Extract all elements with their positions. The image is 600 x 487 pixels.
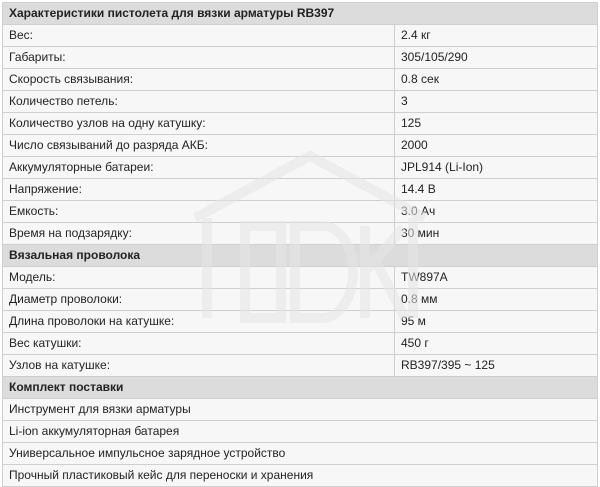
table-row: [3, 465, 598, 487]
spec-value: 2000: [395, 135, 598, 157]
section-title: Вязальная проволока: [3, 245, 598, 267]
spec-label: Габариты:: [3, 47, 395, 69]
section-header-gun: [3, 3, 598, 25]
table-row: [3, 267, 598, 289]
spec-value: TW897A: [395, 267, 598, 289]
spec-label: Вес катушки:: [3, 333, 395, 355]
section-title: Комплект поставки: [3, 377, 598, 399]
spec-value: 450 г: [395, 333, 598, 355]
table-row: [3, 113, 598, 135]
spec-label: Число связываний до разряда АКБ:: [3, 135, 395, 157]
table-row: [3, 135, 598, 157]
table-row: [3, 201, 598, 223]
table-row: [3, 69, 598, 91]
spec-value: 0.8 мм: [395, 289, 598, 311]
kit-item: Универсальное импульсное зарядное устройство: [3, 443, 598, 465]
section-title: Характеристики пистолета для вязки арматуры RB397: [3, 3, 598, 25]
spec-label: Емкость:: [3, 201, 395, 223]
kit-item: Прочный пластиковый кейс для переноски и хранения: [3, 465, 598, 487]
spec-label: Узлов на катушке:: [3, 355, 395, 377]
spec-label: Время на подзарядку:: [3, 223, 395, 245]
kit-item: Инструмент для вязки арматуры: [3, 399, 598, 421]
table-row: [3, 355, 598, 377]
spec-value: 125: [395, 113, 598, 135]
spec-value: 2.4 кг: [395, 25, 598, 47]
spec-table-body: [3, 3, 598, 487]
section-header-kit: [3, 377, 598, 399]
spec-value: RB397/395 ~ 125: [395, 355, 598, 377]
spec-value: JPL914 (Li-Ion): [395, 157, 598, 179]
table-row: [3, 443, 598, 465]
spec-label: Вес:: [3, 25, 395, 47]
spec-label: Количество узлов на одну катушку:: [3, 113, 395, 135]
spec-label: Модель:: [3, 267, 395, 289]
spec-value: 95 м: [395, 311, 598, 333]
spec-label: Напряжение:: [3, 179, 395, 201]
spec-label: Диаметр проволоки:: [3, 289, 395, 311]
spec-label: Аккумуляторные батареи:: [3, 157, 395, 179]
table-row: [3, 47, 598, 69]
spec-value: 0.8 сек: [395, 69, 598, 91]
spec-label: Количество петель:: [3, 91, 395, 113]
table-row: [3, 179, 598, 201]
spec-value: 3.0 Ач: [395, 201, 598, 223]
table-row: [3, 289, 598, 311]
spec-label: Скорость связывания:: [3, 69, 395, 91]
section-header-wire: [3, 245, 598, 267]
spec-value: 3: [395, 91, 598, 113]
spec-value: 14.4 В: [395, 179, 598, 201]
table-row: [3, 223, 598, 245]
table-row: [3, 333, 598, 355]
table-row: [3, 399, 598, 421]
table-row: [3, 311, 598, 333]
table-row: [3, 157, 598, 179]
table-row: [3, 421, 598, 443]
table-row: [3, 91, 598, 113]
kit-item: Li-ion аккумуляторная батарея: [3, 421, 598, 443]
spec-table: [2, 2, 598, 487]
spec-value: 30 мин: [395, 223, 598, 245]
spec-value: 305/105/290: [395, 47, 598, 69]
spec-label: Длина проволоки на катушке:: [3, 311, 395, 333]
table-row: [3, 25, 598, 47]
